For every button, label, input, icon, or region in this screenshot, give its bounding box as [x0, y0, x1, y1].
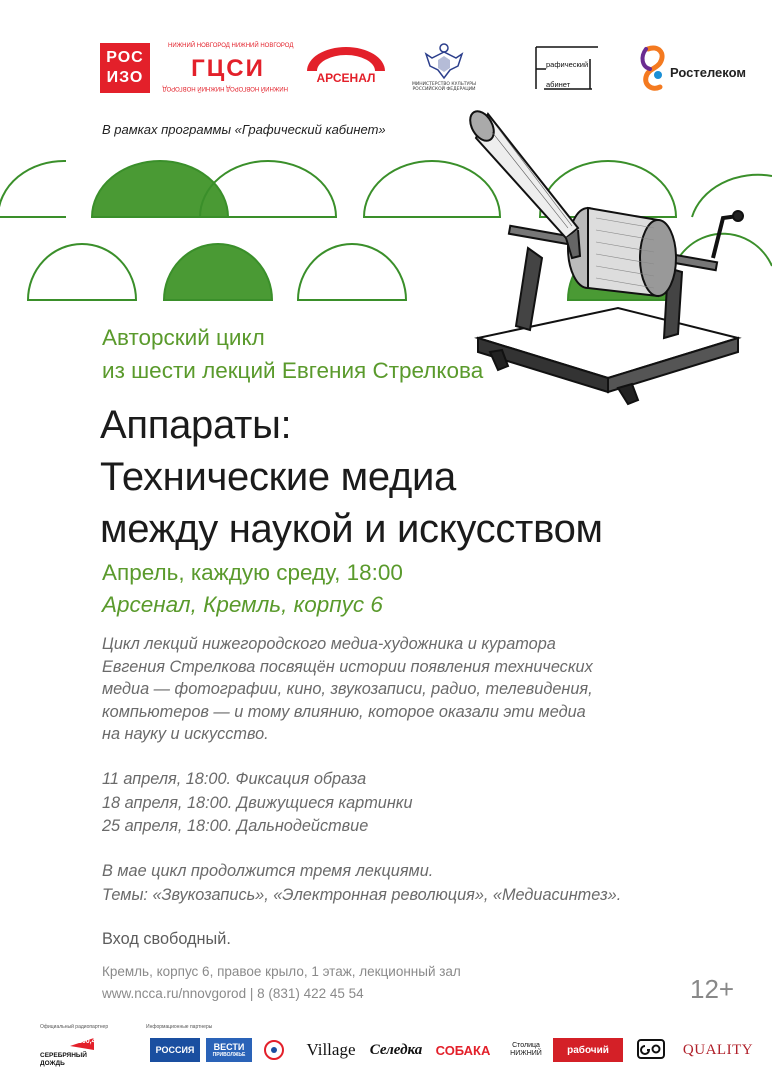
semicircle-outline [0, 161, 66, 217]
grafkab-line-2: абинет [546, 80, 571, 89]
vesti-label: ВЕСТИ [213, 1042, 245, 1052]
event-date: Апрель, каждую среду, 18:00 [102, 560, 403, 585]
partner-quality-logo: QUALITY [682, 1041, 754, 1058]
vesti-sub-label: ПРИВОЛЖЬЕ [212, 1052, 246, 1058]
info-partners-caption: Информационные партнеры [146, 1024, 213, 1030]
partner-geometria-logo [634, 1038, 668, 1062]
radio-frequency: 100,4 [78, 1038, 96, 1045]
event-place: Арсенал, Кремль, корпус 6 [102, 592, 383, 617]
partner-rossiya-logo: РОССИЯ [150, 1038, 200, 1062]
title-line-2: Технические медиа [100, 455, 456, 499]
semicircle-filled [92, 161, 228, 217]
subtitle-line-2: из шести лекций Евгения Стрелкова [102, 358, 484, 383]
description-line: компьютеров — и тому влиянию, которое оказали эти медиа [102, 702, 586, 721]
description [102, 633, 742, 746]
partner-seledka-logo: Селедка [369, 1041, 423, 1058]
semicircle-filled [164, 244, 272, 300]
radio-name: СЕРЕБРЯНЫЙ ДОЖДЬ [40, 1052, 87, 1067]
partner-small-logo [258, 1038, 290, 1062]
stolitsa-line-2: НИЖНИЙ [510, 1050, 542, 1057]
grafkab-text [546, 55, 588, 95]
arsenal-logo-label: АРСЕНАЛ [316, 71, 376, 85]
arsenal-logo [303, 45, 389, 89]
lecture-item: 11 апреля, 18:00. Фиксация образа [102, 770, 367, 788]
partner-vesti-logo [206, 1038, 252, 1062]
may-line-1: В мае цикл продолжится тремя лекциями. [102, 862, 434, 880]
title-line-1: Аппараты: [100, 403, 292, 447]
gcsi-logo-caption-top: НИЖНИЙ НОВГОРОД НИЖНИЙ НОВГОРОД [168, 43, 294, 49]
address-line: Кремль, корпус 6, правое крыло, 1 этаж, лекционный зал [102, 964, 461, 979]
rostelecom-mark-icon [638, 43, 670, 93]
rosizo-logo: РОС ИЗО [100, 43, 150, 93]
rostelecom-logo [638, 43, 758, 93]
semicircle-outline [298, 244, 406, 300]
lecture-item: 25 апреля, 18:00. Дальнодействие [102, 817, 369, 835]
description-line: на науку и искусство. [102, 725, 269, 743]
radio-partner-logo [40, 1036, 104, 1072]
partner-rabochy-logo: рабочий [553, 1038, 623, 1062]
rostelecom-label: Ростелеком [670, 65, 746, 80]
lecture-item: 18 апреля, 18:00. Движущиеся картинки [102, 793, 413, 812]
double-eagle-icon [412, 40, 476, 80]
phonograph-illustration [468, 108, 748, 408]
ministry-culture-logo [412, 40, 476, 100]
radio-partner-caption: Официальный радиопартнер [40, 1024, 109, 1030]
free-entry-note: Вход свободный. [102, 930, 231, 948]
may-announcement [102, 860, 621, 907]
ministry-culture-caption: МИНИСТЕРСТВО КУЛЬТУРЫ РОССИЙСКОЙ ФЕДЕРАЦИИ [412, 82, 476, 92]
semicircle-outline [28, 244, 136, 300]
age-rating: 12+ [690, 974, 735, 1004]
subtitle-line-1: Авторский цикл [102, 325, 265, 350]
description-line: Евгения Стрелкова посвящён истории появления технических [102, 657, 593, 676]
description-line: Цикл лекций нижегородского медиа-художника и куратора [102, 635, 556, 653]
geometria-icon [636, 1038, 666, 1062]
address-block [102, 961, 461, 1005]
arsenal-arch-icon [303, 45, 389, 73]
partner-stolitsa-logo [506, 1038, 546, 1062]
page-title [100, 399, 603, 555]
description-line: медиа — фотографии, кино, звукозаписи, радио, телевидения, [102, 680, 593, 698]
grafkab-line-1: рафический [546, 60, 589, 69]
may-line-2: Темы: «Звукозапись», «Электронная революция», «Медиасинтез». [102, 885, 622, 904]
title-line-3: между наукой и искусством [100, 507, 603, 551]
partner-village-logo: Village [306, 1040, 356, 1059]
partner-sobaka-logo: СОБАКА [435, 1042, 491, 1058]
lecture-schedule [102, 768, 413, 839]
gcsi-logo-title: ГЦСИ [191, 55, 265, 82]
program-caption: В рамках программы «Графический кабинет» [102, 122, 386, 137]
gcsi-logo [162, 43, 294, 93]
lecture-series-subtitle [102, 321, 483, 387]
stolitsa-line-1: Столица [512, 1042, 540, 1049]
gcsi-logo-caption-bottom: НИЖНИЙ НОВГОРОД НИЖНИЙ НОВГОРОД [162, 85, 288, 91]
graficheskiy-kabinet-logo [532, 45, 602, 91]
contact-line[interactable]: www.ncca.ru/nnovgorod | 8 (831) 422 45 54 [102, 986, 364, 1001]
partner-tv-icon [260, 1039, 288, 1061]
